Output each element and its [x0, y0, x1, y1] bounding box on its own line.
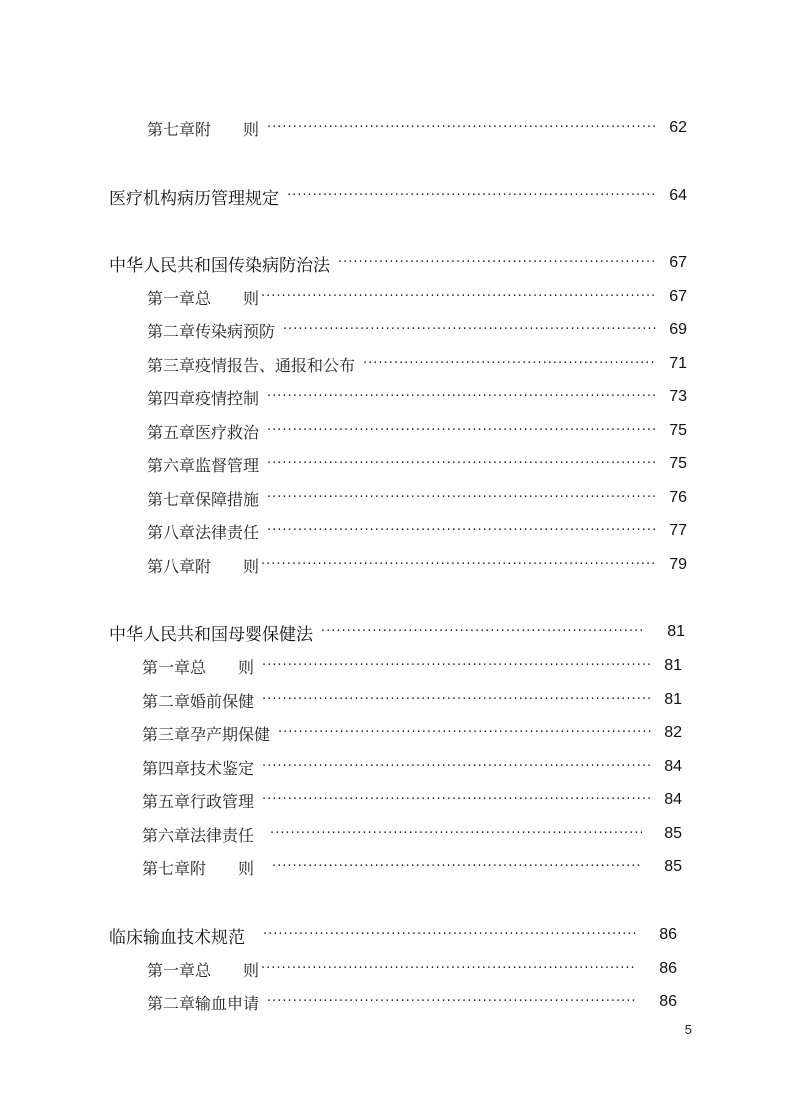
chapter-title: 输血申请 — [195, 993, 260, 1013]
chapter-title: 医疗救治 — [195, 422, 260, 442]
toc-chapter-entry[interactable] — [147, 349, 687, 379]
leader-dots — [287, 187, 657, 205]
chapter-number: 第六章 — [147, 455, 196, 475]
chapter-number: 第一章 — [147, 960, 196, 980]
toc-chapter-entry[interactable] — [147, 113, 687, 143]
chapter-number: 第七章 — [147, 489, 196, 509]
leader-dots — [363, 355, 657, 373]
toc-section-entry[interactable] — [109, 181, 687, 211]
toc-chapter-entry[interactable] — [147, 516, 687, 546]
chapter-title: 疫情控制 — [195, 388, 260, 408]
toc-chapter-entry[interactable] — [142, 752, 682, 782]
page-ref: 81 — [664, 691, 682, 708]
page-ref: 81 — [667, 623, 685, 640]
leader-dots — [272, 858, 642, 876]
page-ref: 62 — [669, 119, 687, 136]
leader-dots — [321, 623, 645, 641]
toc-chapter-entry[interactable] — [142, 819, 682, 849]
toc-chapter-entry[interactable] — [147, 550, 687, 580]
leader-dots — [267, 388, 657, 406]
toc-chapter-entry[interactable] — [142, 685, 682, 715]
page-ref: 85 — [664, 858, 682, 875]
section-title: 临床输血技术规范 — [109, 927, 245, 948]
chapter-title: 婚前保健 — [190, 691, 255, 711]
chapter-number: 第八章 — [147, 556, 196, 576]
leader-dots — [270, 825, 642, 843]
page-ref: 73 — [669, 388, 687, 405]
leader-dots — [263, 926, 637, 944]
chapter-title: 技术鉴定 — [190, 758, 255, 778]
toc-chapter-entry[interactable] — [142, 651, 682, 681]
leader-dots — [261, 556, 657, 574]
page-ref: 84 — [664, 758, 682, 775]
page-ref: 76 — [669, 489, 687, 506]
leader-dots — [267, 489, 657, 507]
page-ref: 67 — [669, 288, 687, 305]
leader-dots — [267, 522, 657, 540]
leader-dots — [262, 791, 652, 809]
page-ref: 84 — [664, 791, 682, 808]
chapter-title: 总 则 — [190, 657, 255, 677]
leader-dots — [261, 960, 637, 978]
toc-section-entry[interactable] — [109, 248, 687, 278]
toc-chapter-entry[interactable] — [142, 718, 682, 748]
toc-chapter-entry[interactable] — [147, 449, 687, 479]
chapter-number: 第二章 — [147, 993, 196, 1013]
page-ref: 82 — [664, 724, 682, 741]
toc-chapter-entry[interactable] — [142, 785, 682, 815]
leader-dots — [262, 758, 652, 776]
page-ref: 81 — [664, 657, 682, 674]
chapter-title: 孕产期保健 — [190, 724, 271, 744]
leader-dots — [283, 321, 657, 339]
chapter-title: 法律责任 — [190, 825, 255, 845]
leader-dots — [267, 422, 657, 440]
chapter-number: 第一章 — [147, 288, 196, 308]
chapter-number: 第三章 — [147, 355, 196, 375]
page-ref: 71 — [669, 355, 687, 372]
leader-dots — [338, 254, 657, 272]
toc-chapter-entry[interactable] — [147, 382, 687, 412]
section-title: 中华人民共和国母婴保健法 — [109, 624, 313, 645]
leader-dots — [262, 657, 652, 675]
toc-chapter-entry[interactable] — [147, 954, 677, 984]
page-ref: 69 — [669, 321, 687, 338]
chapter-number: 第七章 — [147, 119, 196, 139]
chapter-number: 第三章 — [142, 724, 191, 744]
page-ref: 85 — [664, 825, 682, 842]
toc-chapter-entry[interactable] — [147, 483, 687, 513]
chapter-title: 总 则 — [195, 288, 260, 308]
chapter-title: 行政管理 — [190, 791, 255, 811]
page-ref: 75 — [669, 455, 687, 472]
page-ref: 86 — [659, 993, 677, 1010]
chapter-title: 传染病预防 — [195, 321, 276, 341]
toc-chapter-entry[interactable] — [147, 282, 687, 312]
leader-dots — [267, 119, 657, 137]
chapter-title: 法律责任 — [195, 522, 260, 542]
section-title: 中华人民共和国传染病防治法 — [109, 255, 330, 276]
leader-dots — [262, 691, 652, 709]
chapter-title: 附 则 — [195, 119, 260, 139]
page-number: 5 — [684, 1022, 692, 1037]
toc-section-entry[interactable] — [109, 920, 677, 950]
chapter-number: 第四章 — [147, 388, 196, 408]
chapter-title: 保障措施 — [195, 489, 260, 509]
leader-dots — [261, 288, 657, 306]
page-ref: 79 — [669, 556, 687, 573]
leader-dots — [278, 724, 652, 742]
leader-dots — [267, 993, 637, 1011]
page-ref: 86 — [659, 960, 677, 977]
toc-chapter-entry[interactable] — [147, 315, 687, 345]
toc-section-entry[interactable] — [109, 617, 685, 647]
page-ref: 64 — [669, 187, 687, 204]
chapter-number: 第五章 — [142, 791, 191, 811]
chapter-number: 第六章 — [142, 825, 191, 845]
page-ref: 86 — [659, 926, 677, 943]
toc-chapter-entry[interactable] — [142, 852, 682, 882]
chapter-number: 第一章 — [142, 657, 191, 677]
chapter-number: 第二章 — [147, 321, 196, 341]
leader-dots — [267, 455, 657, 473]
chapter-number: 第二章 — [142, 691, 191, 711]
toc-chapter-entry[interactable] — [147, 987, 677, 1017]
chapter-title: 疫情报告、通报和公布 — [195, 355, 356, 375]
chapter-number: 第七章 — [142, 858, 191, 878]
chapter-number: 第八章 — [147, 522, 196, 542]
chapter-title: 监督管理 — [195, 455, 260, 475]
chapter-title: 附 则 — [190, 858, 255, 878]
page-ref: 75 — [669, 422, 687, 439]
chapter-title: 总 则 — [195, 960, 260, 980]
chapter-title: 附 则 — [195, 556, 260, 576]
page-ref: 77 — [669, 522, 687, 539]
toc-chapter-entry[interactable] — [147, 416, 687, 446]
section-title: 医疗机构病历管理规定 — [109, 188, 279, 209]
chapter-number: 第五章 — [147, 422, 196, 442]
page-ref: 67 — [669, 254, 687, 271]
chapter-number: 第四章 — [142, 758, 191, 778]
